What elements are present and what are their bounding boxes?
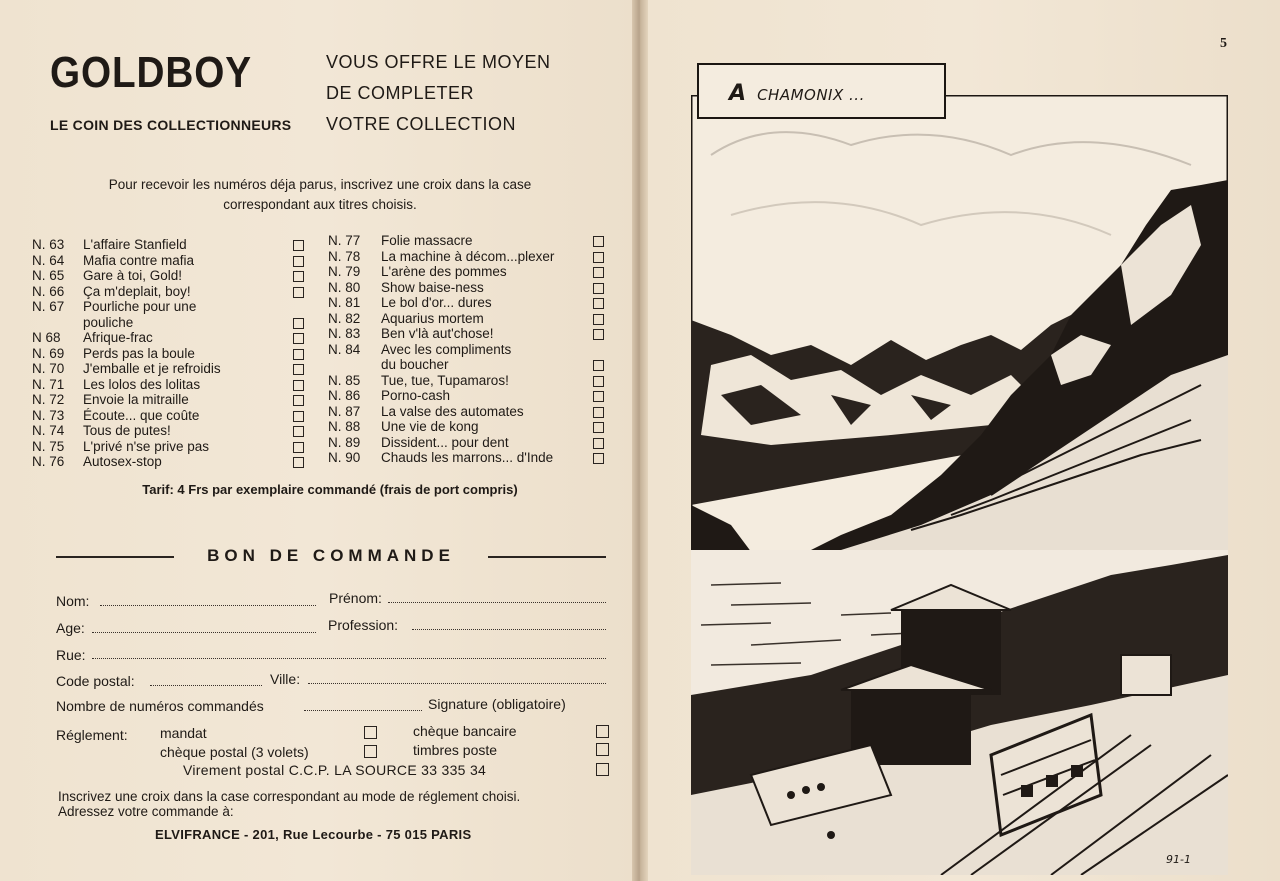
caption-box [697, 63, 946, 119]
issue-title: Perds pas la boule [83, 345, 195, 361]
issue-checkbox[interactable] [593, 267, 604, 278]
issue-checkbox[interactable] [593, 376, 604, 387]
issue-number: N. 63 [32, 237, 65, 252]
title-row [32, 377, 312, 393]
issue-title: Le bol d'or... dures [381, 295, 492, 310]
nombre-label: Nombre de numéros commandés [56, 698, 264, 714]
issue-checkbox[interactable] [293, 426, 304, 437]
issue-checkbox[interactable] [593, 329, 604, 340]
issue-number: N. 85 [328, 372, 361, 388]
issue-checkbox[interactable] [293, 256, 304, 267]
virement-checkbox[interactable] [596, 763, 609, 776]
issue-number: N. 83 [328, 326, 361, 341]
issue-checkbox[interactable] [593, 391, 604, 402]
issue-title: Dissident... pour dent [381, 434, 509, 450]
title-rule-right [488, 556, 606, 558]
issue-number: N. 69 [32, 345, 65, 361]
issue-number: N. 76 [32, 454, 65, 469]
title-row [32, 454, 312, 470]
profession-label: Profession: [328, 617, 399, 633]
intro-text [40, 175, 600, 215]
issue-title: Gare à toi, Gold! [83, 268, 183, 283]
issue-number: N. 86 [328, 388, 361, 403]
timbres-checkbox[interactable] [596, 743, 609, 756]
signature-label: Signature (obligatoire) [428, 696, 566, 712]
issue-number: N. 73 [32, 407, 65, 423]
title-row [328, 342, 610, 358]
issue-number: N. 66 [32, 283, 65, 299]
order-title-text: BON DE COMMANDE [207, 546, 455, 565]
mandat-label: mandat [160, 725, 207, 741]
footer-note [58, 789, 520, 819]
issue-title: L'affaire Stanfield [83, 237, 187, 252]
publisher-address: ELVIFRANCE - 201, Rue Lecourbe - 75 015 PARIS [155, 827, 472, 842]
code-postal-field[interactable] [150, 685, 262, 686]
issue-number: N. 77 [328, 233, 361, 248]
title-row [32, 392, 312, 408]
issue-number: N. 70 [32, 361, 65, 376]
age-field[interactable] [92, 632, 316, 633]
issue-checkbox[interactable] [593, 283, 604, 294]
issue-title: Afrique-frac [83, 330, 153, 345]
issue-number: N. 67 [32, 299, 65, 314]
title-row [32, 423, 312, 439]
issue-title: Folie massacre [381, 233, 473, 248]
title-row [328, 357, 610, 373]
offer-text [326, 47, 551, 140]
issue-title: Avec les compliments [381, 341, 512, 357]
offer-line: DE COMPLETER [326, 83, 475, 103]
issue-checkbox[interactable] [293, 457, 304, 468]
title-row [328, 264, 610, 280]
issue-checkbox[interactable] [293, 395, 304, 406]
rue-field[interactable] [92, 658, 606, 659]
nom-field[interactable] [100, 605, 316, 606]
caption-initial: A [729, 81, 747, 106]
issue-checkbox[interactable] [593, 407, 604, 418]
title-row [328, 373, 610, 389]
issue-number: N. 74 [32, 423, 65, 438]
title-row [32, 330, 312, 346]
virement-label: Virement postal C.C.P. LA SOURCE 33 335 34 [183, 762, 487, 778]
rue-label: Rue: [56, 647, 86, 663]
chamonix-illustration [691, 95, 1228, 875]
caption-rest: CHAMONIX ... [757, 86, 865, 104]
issue-checkbox[interactable] [593, 360, 604, 371]
issue-number: N. 71 [32, 376, 65, 392]
issue-checkbox[interactable] [293, 349, 304, 360]
issue-title: Tous de putes! [83, 423, 171, 438]
timbres-label: timbres poste [413, 742, 498, 758]
issue-title: pouliche [83, 314, 134, 330]
title-row [328, 233, 610, 249]
title-row [32, 361, 312, 377]
footer-line: Inscrivez une croix dans la case correspondant au mode de réglement choisi. [58, 789, 521, 804]
title-row [32, 408, 312, 424]
title-row [32, 346, 312, 362]
issue-title: Show baise-ness [381, 279, 484, 295]
issue-checkbox[interactable] [293, 287, 304, 298]
issue-title: Envoie la mitraille [83, 392, 189, 407]
title-row [32, 439, 312, 455]
title-row [328, 326, 610, 342]
title-row [328, 249, 610, 265]
title-row [328, 295, 610, 311]
reglement-label: Réglement: [56, 727, 128, 743]
title-row [328, 388, 610, 404]
issue-checkbox[interactable] [293, 380, 304, 391]
issue-number: N. 81 [328, 295, 361, 310]
issue-checkbox[interactable] [593, 298, 604, 309]
issue-checkbox[interactable] [593, 314, 604, 325]
cheque-postal-label: chèque postal (3 volets) [160, 744, 309, 760]
issue-checkbox[interactable] [593, 422, 604, 433]
title-row [328, 435, 610, 451]
issue-number: N. 75 [32, 438, 65, 454]
issue-title: L'privé n'se prive pas [83, 438, 209, 454]
issue-title: du boucher [381, 357, 449, 372]
title-row [32, 253, 312, 269]
issue-number: N. 87 [328, 403, 361, 419]
issue-title: Une vie de kong [381, 419, 479, 434]
footer-line: Adressez votre commande à: [58, 804, 234, 819]
title-row [328, 280, 610, 296]
issue-checkbox[interactable] [593, 438, 604, 449]
brand-subtitle: LE COIN DES COLLECTIONNEURS [50, 117, 292, 133]
offer-line: VOTRE COLLECTION [326, 114, 517, 134]
title-list-left [32, 237, 312, 470]
ville-field[interactable] [308, 683, 606, 684]
book-gutter [632, 0, 648, 881]
issue-title: Ben v'là aut'chose! [381, 326, 494, 341]
title-row [32, 315, 312, 331]
code-postal-label: Code postal: [56, 673, 135, 689]
title-row [32, 237, 312, 253]
ville-label: Ville: [270, 671, 301, 687]
title-row [328, 419, 610, 435]
title-list-right [328, 233, 610, 466]
issue-checkbox[interactable] [293, 364, 304, 375]
issue-title: Autosex-stop [83, 454, 162, 469]
issue-checkbox[interactable] [593, 252, 604, 263]
prenom-label: Prénom: [329, 590, 382, 606]
mandat-checkbox[interactable] [364, 726, 377, 739]
issue-title: Chauds les marrons... d'Inde [381, 450, 554, 465]
intro-line: correspondant aux titres choisis. [223, 197, 417, 212]
profession-field[interactable] [412, 629, 606, 630]
intro-line: Pour recevoir les numéros déja parus, inscrivez une croix dans la case [108, 177, 532, 192]
caption-text [729, 81, 865, 106]
issue-number: N. 65 [32, 268, 65, 283]
issue-number: N. 82 [328, 310, 361, 326]
title-rule-left [56, 556, 174, 558]
issue-checkbox[interactable] [293, 442, 304, 453]
issue-number: N. 78 [328, 248, 361, 264]
issue-checkbox[interactable] [293, 318, 304, 329]
issue-number: N 68 [32, 330, 61, 345]
issue-number: N. 80 [328, 279, 361, 295]
title-row [32, 268, 312, 284]
issue-checkbox[interactable] [293, 333, 304, 344]
issue-title: Porno-cash [381, 388, 451, 403]
order-form-title [56, 546, 606, 568]
nom-label: Nom: [56, 593, 90, 609]
title-row [328, 450, 610, 466]
issue-title: Écoute... que coûte [83, 407, 200, 423]
issue-number: N. 88 [328, 419, 361, 434]
issue-checkbox[interactable] [593, 453, 604, 464]
issue-number: N. 89 [328, 434, 361, 450]
issue-number: N. 84 [328, 341, 361, 357]
brand-title: GOLDBOY [50, 48, 252, 97]
title-row [32, 299, 312, 315]
issue-title: Aquarius mortem [381, 310, 484, 326]
issue-title: J'emballe et je refroidis [83, 361, 221, 376]
prenom-field[interactable] [388, 602, 606, 603]
title-row [32, 284, 312, 300]
title-row [328, 311, 610, 327]
issue-title: Tue, tue, Tupamaros! [381, 372, 509, 388]
tarif-text: Tarif: 4 Frs par exemplaire commandé (frais de port compris) [142, 482, 518, 497]
nombre-field[interactable] [304, 710, 422, 711]
issue-checkbox[interactable] [293, 411, 304, 422]
cheque-bancaire-checkbox[interactable] [596, 725, 609, 738]
issue-title: La machine à décom...plexer [381, 248, 555, 264]
issue-checkbox[interactable] [593, 236, 604, 247]
issue-number: N. 79 [328, 264, 361, 279]
cheque-postal-checkbox[interactable] [364, 745, 377, 758]
issue-title: La valse des automates [381, 403, 524, 419]
issue-checkbox[interactable] [293, 271, 304, 282]
title-row [328, 404, 610, 420]
issue-title: Ça m'deplait, boy! [83, 283, 191, 299]
issue-number: N. 90 [328, 450, 361, 465]
issue-title: Mafia contre mafia [83, 252, 195, 268]
issue-title: Pourliche pour une [83, 299, 197, 314]
offer-line: VOUS OFFRE LE MOYEN [326, 52, 551, 72]
page-number: 5 [1220, 36, 1227, 51]
cheque-bancaire-label: chèque bancaire [413, 723, 517, 739]
issue-checkbox[interactable] [293, 240, 304, 251]
issue-number: N. 72 [32, 392, 65, 407]
panel-id: 91-1 [1166, 853, 1191, 866]
issue-title: Les lolos des lolitas [83, 376, 201, 392]
issue-number: N. 64 [32, 252, 65, 268]
issue-title: L'arène des pommes [381, 264, 507, 279]
age-label: Age: [56, 620, 85, 636]
